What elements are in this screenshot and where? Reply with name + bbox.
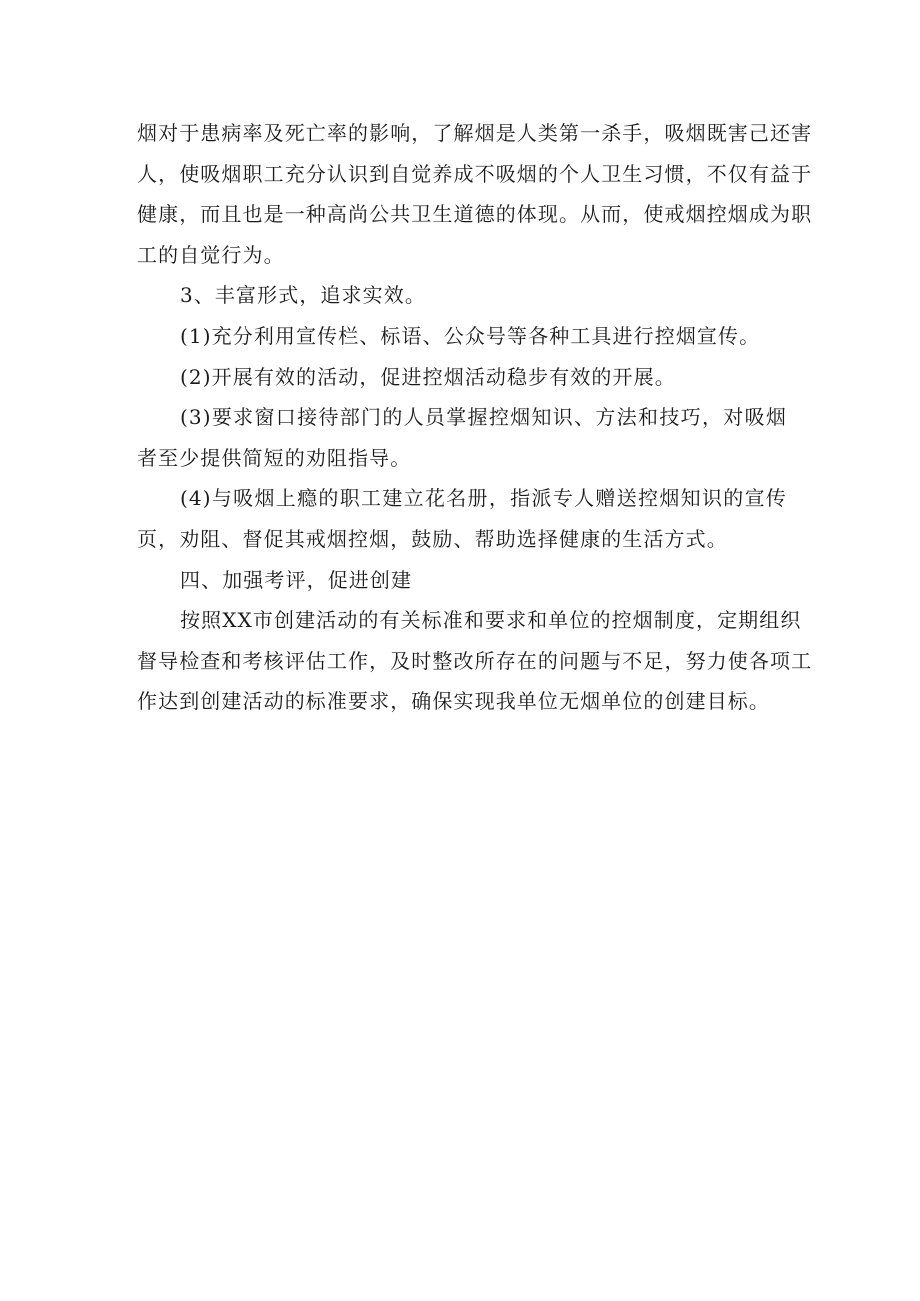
text-line: 3、丰富形式，追求实效。 — [180, 283, 426, 308]
list-item-3 — [137, 397, 787, 478]
text-line: 工的自觉行为。 — [137, 242, 285, 267]
list-item-1 — [137, 316, 787, 357]
text-line: (2)开展有效的活动，促进控烟活动稳步有效的开展。 — [180, 364, 676, 389]
text-line: 者至少提供简短的劝阻指导。 — [137, 445, 412, 470]
text-line: 按照XX市创建活动的有关标准和要求和单位的控烟制度，定期组织 — [180, 608, 802, 633]
text-line: 作达到创建活动的标准要求，确保实现我单位无烟单位的创建目标。 — [137, 689, 770, 714]
text-line: 健康，而且也是一种高尚公共卫生道德的体现。从而，使戒烟控烟成为职 — [137, 202, 813, 227]
section-heading-3 — [137, 275, 787, 316]
text-line: (3)要求窗口接待部门的人员掌握控烟知识、方法和技巧，对吸烟 — [180, 405, 787, 430]
text-line: (4)与吸烟上瘾的职工建立花名册，指派专人赠送控烟知识的宣传 — [180, 486, 787, 511]
text-line: 人，使吸烟职工充分认识到自觉养成不吸烟的个人卫生习惯，不仅有益于 — [137, 161, 813, 186]
text-line: 烟对于患病率及死亡率的影响，了解烟是人类第一杀手，吸烟既害己还害 — [137, 121, 813, 145]
text-line: (1)充分利用宣传栏、标语、公众号等各种工具进行控烟宣传。 — [180, 323, 761, 348]
list-item-4 — [137, 478, 787, 559]
section-heading-4 — [137, 560, 787, 601]
list-item-2 — [137, 357, 787, 398]
text-line: 四、加强考评，促进创建 — [180, 567, 413, 592]
text-line: 页，劝阻、督促其戒烟控烟，鼓励、帮助选择健康的生活方式。 — [137, 526, 728, 551]
paragraph-evaluation — [137, 600, 813, 722]
document-body — [137, 113, 813, 722]
paragraph-smoking-harm — [137, 113, 813, 275]
text-line: 督导检查和考核评估工作，及时整改所存在的问题与不足，努力使各项工 — [137, 648, 813, 673]
